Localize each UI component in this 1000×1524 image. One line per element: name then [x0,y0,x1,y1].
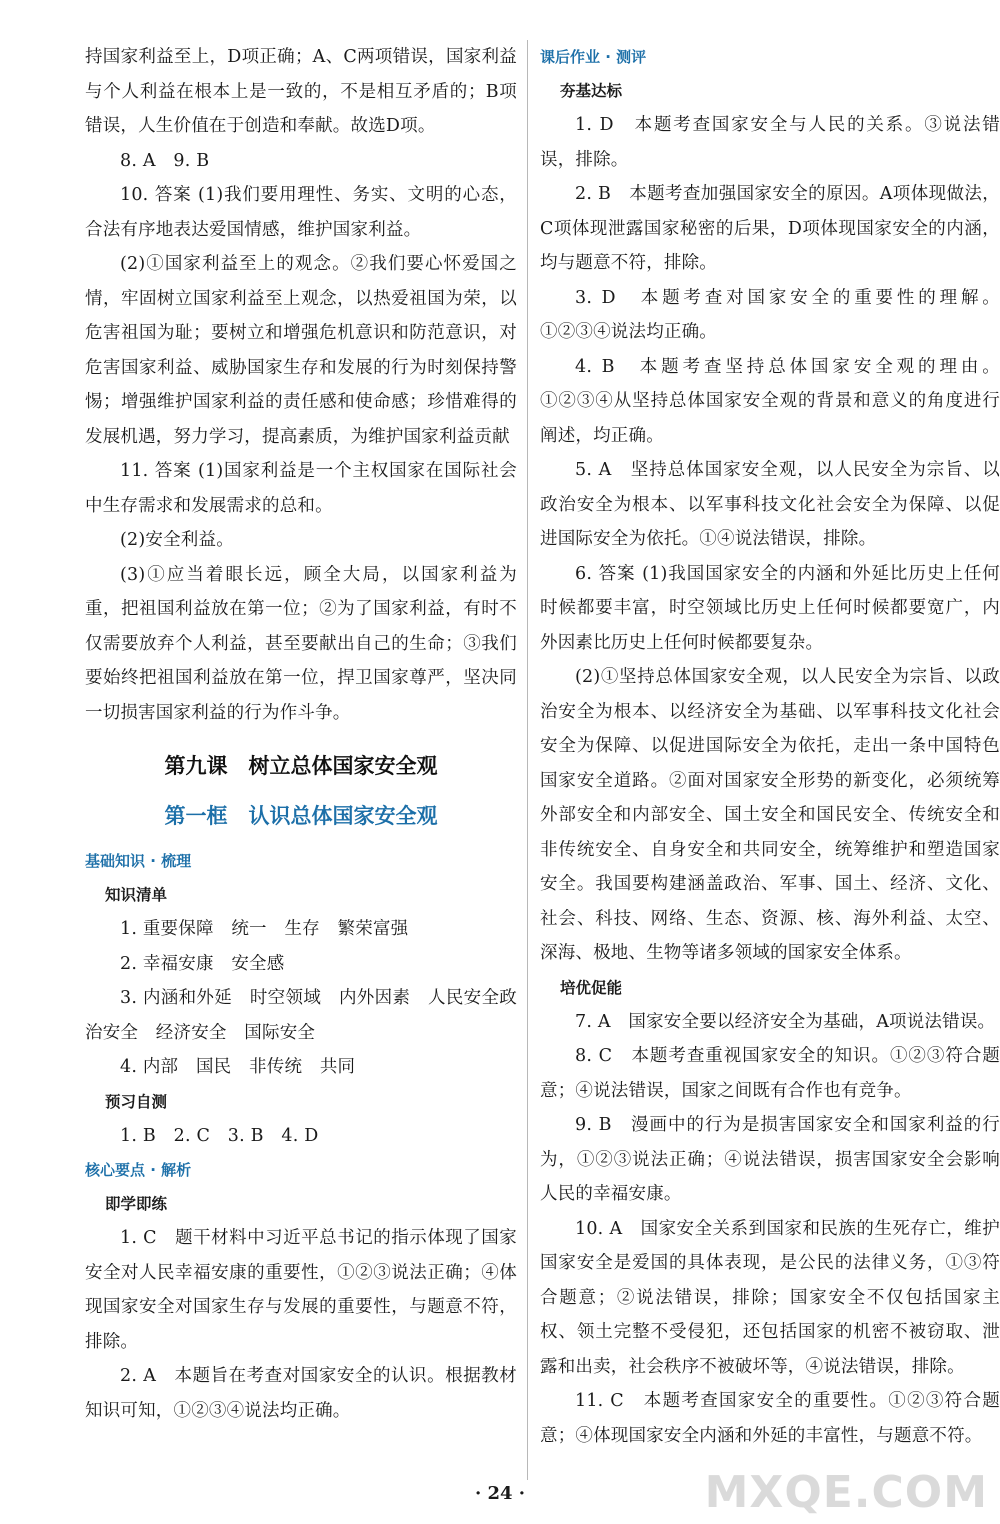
section-heading: 核心要点 · 解析 [85,1161,192,1179]
paragraph: 持国家利益至上，D项正确；A、C两项错误，国家利益与个人利益在根本上是一致的，不是相互矛盾的；B项错误，人生价值在于创造和奉献。故选D项。 [85,47,517,136]
subheading: 培优促能 [560,978,623,997]
watermark: MXQE.COM [704,1467,988,1518]
homework-answer: 9. B 漫画中的行为是损害国家安全和国家利益的行为，①②③说法正确；④说法错误，损害国家安全会影响人民的幸福安康。 [540,1115,1000,1204]
knowledge-item: 4. 内部 国民 非传统 共同 [120,1057,356,1077]
homework-answer: 11. C 本题考查国家安全的重要性。①②③符合题意；④体现国家安全内涵和外延的丰富性，与题意不符。 [540,1391,1000,1446]
lesson-title: 第九课 树立总体国家安全观 [164,754,438,778]
subheading: 即学即练 [105,1195,168,1213]
knowledge-item: 2. 幸福安康 安全感 [120,953,285,974]
knowledge-item: 3. 内涵和外延 时空领域 内外因素 人民安全政治安全 经济安全 国际安全 [85,988,517,1043]
homework-answer: (2)①坚持总体国家安全观，以人民安全为宗旨、以政治安全为根本、以经济安全为基础、以军事科技文化社会安全为保障、以促进国际安全为依托，走出一条中国特色国家安全道路。②面对国家安全形势的新变化，必须统筹外部安全和内部安全、国土安全和国民安全、传统安全和非传统安全、自身安全和共同安全，统筹维护和塑造国家安全。我国要构建涵盖政治、军事、国土、经济、文化、社会、科技、网络、生态、资源、核、海外利益、太空、深海、极地、生物等诸多领域的国家安全体系。 [540,667,1000,963]
homework-answer: 2. B 本题考查加强国家安全的原因。A项体现做法，C项体现泄露国家秘密的后果，D项体现国家安全的内涵，均与题意不符，排除。 [540,184,1000,273]
section-heading: 课后作业 · 测评 [540,48,647,66]
answer-line: 8. A 9. B [120,150,210,171]
page-number: · 24 · [474,1483,526,1504]
self-test-answers: 1. B 2. C 3. B 4. D [120,1125,319,1146]
homework-answer: 5. A 坚持总体国家安全观，以人民安全为宗旨、以政治安全为根本、以军事科技文化社会安全为保障、以促进国际安全为依托。①④说法错误，排除。 [540,460,1000,549]
column-divider [527,40,528,1480]
homework-answer: 1. D 本题考查国家安全与人民的关系。③说法错误，排除。 [540,115,1000,170]
subheading: 夯基达标 [560,82,623,100]
homework-answer: 4. B 本题考查坚持总体国家安全观的理由。①②③④从坚持总体国家安全观的背景和意义的角度进行阐述，均正确。 [540,356,1000,446]
homework-answer: 10. A 国家安全关系到国家和民族的生死存亡，维护国家安全是爱国的具体表现，是公民的法律义务，①③符合题意；②说法错误，排除；国家安全不仅包括国家主权、领土完整不受侵犯，还包括国家的机密不被窃取、泄露和出卖，社会秩序不被破坏等，④说法错误，排除。 [540,1218,1000,1377]
subheading: 知识清单 [105,886,168,904]
practice-answer: 1. C 题干材料中习近平总书记的指示体现了国家安全对人民幸福安康的重要性，①②③说法正确；④体现国家安全对国家生存与发展的重要性，与题意不符，排除。 [85,1228,517,1352]
homework-answer: 8. C 本题考查重视国家安全的知识。①②③符合题意；④说法错误，国家之间既有合作也有竞争。 [540,1046,1000,1101]
answer-11-3: (3)①应当着眼长远，顾全大局，以国家利益为重，把祖国利益放在第一位；②为了国家利益，有时不仅需要放弃个人利益，甚至要献出自己的生命；③我们要始终把祖国利益放在第一位，捍卫国家尊严，坚决同一切损害国家利益的行为作斗争。 [85,564,517,723]
homework-answer: 3. D 本题考查对国家安全的重要性的理解。①②③④说法均正确。 [540,287,1000,342]
answer-11-2: (2)安全利益。 [120,530,234,550]
homework-answer: 6. 答案 (1)我国国家安全的内涵和外延比历史上任何时候都要丰富，时空领域比历史上任何时候都要宽广，内外因素比历史上任何时候都要复杂。 [540,563,1000,653]
knowledge-item: 1. 重要保障 统一 生存 繁荣富强 [120,919,409,939]
left-column [85,40,517,1428]
section-heading: 基础知识 · 梳理 [85,852,192,870]
homework-answer: 7. A 国家安全要以经济安全为基础，A项说法错误。 [575,1011,996,1032]
practice-answer: 2. A 本题旨在考查对国家安全的认识。根据教材知识可知，①②③④说法均正确。 [85,1366,517,1421]
subheading: 预习自测 [105,1092,168,1111]
answer-10: 10. 答案 (1)我们要用理性、务实、文明的心态，合法有序地表达爱国情感，维护国家利益。 [85,185,517,240]
right-column [540,40,1000,1453]
answer-10-2: (2)①国家利益至上的观念。②我们要心怀爱国之情，牢固树立国家利益至上观念，以热爱祖国为荣，以危害祖国为耻；要树立和增强危机意识和防范意识，对危害国家利益、威胁国家生存和发展的行为时刻保持警惕；增强维护国家利益的责任感和使命感；珍惜难得的发展机遇，努力学习，提高素质，为维护国家利益贡献 [85,254,517,447]
frame-title: 第一框 认识总体国家安全观 [164,804,438,828]
answer-11: 11. 答案 (1)国家利益是一个主权国家在国际社会中生存需求和发展需求的总和。 [85,461,517,516]
